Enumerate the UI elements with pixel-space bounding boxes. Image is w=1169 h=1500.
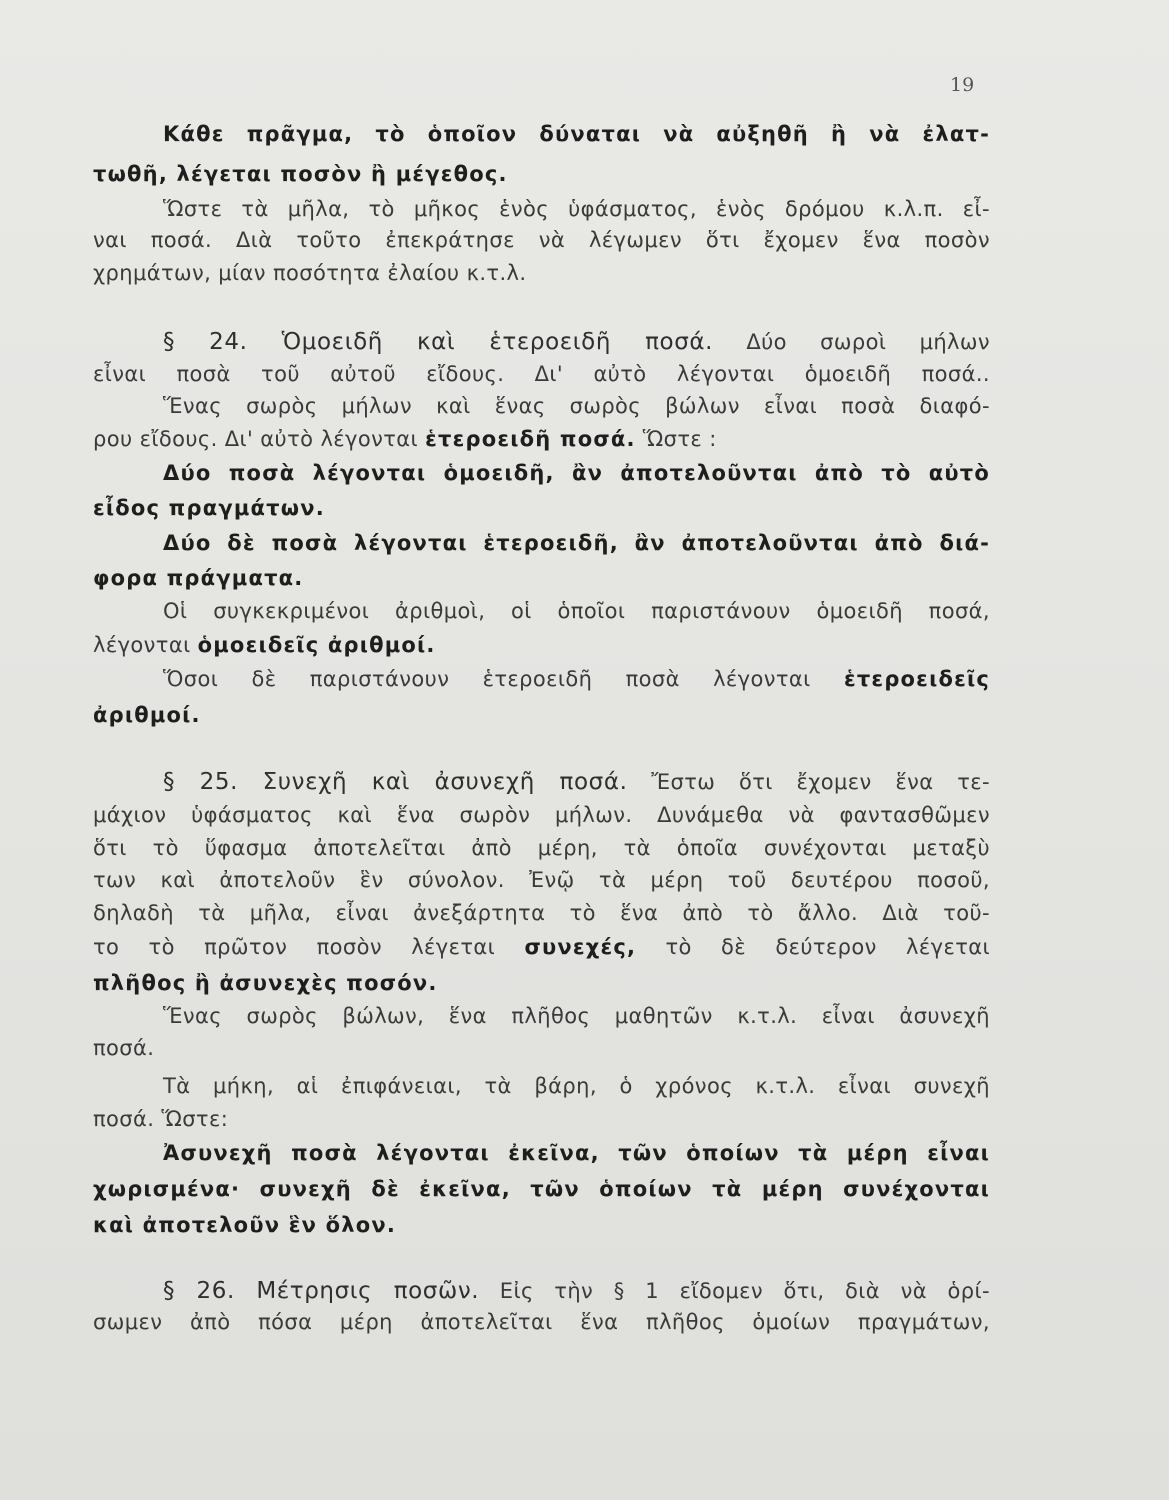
text-line [93, 932, 990, 962]
text-line [93, 1174, 990, 1204]
text-line [163, 596, 990, 626]
text-line [93, 1307, 990, 1337]
text-line [93, 630, 990, 660]
bold-text: Ἀσυνεχῆ ποσὰ λέγονται ἐκεῖνα, τῶν ὁποίων τὰ μέρη εἶναι [163, 1141, 990, 1165]
body-text-span: τὸ δὲ δεύτερον λέγεται [636, 935, 990, 959]
body-text-span: δηλαδὴ τὰ μῆλα, εἶναι ἀνεξάρτητα τὸ ἕνα ἀπὸ τὸ ἄλλο. Διὰ τοῦ- [93, 901, 990, 925]
bold-text: Κάθε πρᾶγμα, τὸ ὁποῖον δύναται νὰ αὐξηθῆ ἢ νὰ ἐλατ- [163, 122, 990, 146]
text-line [93, 1033, 990, 1063]
bold-text: τωθῆ, λέγεται ποσὸν ἢ μέγεθος. [93, 162, 508, 186]
page-number: 19 [950, 74, 975, 96]
bold-text: ἀριθμοί. [93, 703, 201, 727]
body-text-span: ποσά. Ὥστε: [93, 1107, 229, 1131]
text-line [163, 391, 990, 421]
body-text-span: Ὅσοι δὲ παριστάνουν ἑτεροειδῆ ποσὰ λέγονται [163, 667, 844, 691]
body-text-span: ναι ποσά. Διὰ τοῦτο ἐπεκράτησε νὰ λέγωμεν ὅτι ἔχομεν ἕνα ποσὸν [93, 228, 990, 252]
bold-text: πλῆθος ἢ ἀσυνεχὲς ποσόν. [93, 971, 438, 995]
text-line [163, 528, 990, 558]
bold-text: Δύο δὲ ποσὰ λέγονται ἑτεροειδῆ, ἂν ἀποτελοῦνται ἀπὸ διά- [163, 531, 990, 555]
text-line [163, 1138, 990, 1168]
body-text-span: Ἔστω ὅτι ἔχομεν ἕνα τε- [627, 770, 990, 794]
body-text-span: Οἱ συγκεκριμένοι ἀριθμοὶ, οἱ ὁποῖοι παριστάνουν ὁμοειδῆ ποσά, [163, 599, 990, 623]
body-text-span: μάχιον ὑφάσματος καὶ ἕνα σωρὸν μήλων. Δυνάμεθα νὰ φαντασθῶμεν [93, 803, 990, 827]
section-heading: § 26. Μέτρησις ποσῶν. [163, 1278, 480, 1304]
bold-text: φορα πράγματα. [93, 566, 304, 590]
text-line [93, 359, 990, 389]
body-text-span: των καὶ ἀποτελοῦν ἓν σύνολον. Ἐνῷ τὰ μέρη τοῦ δευτέρου ποσοῦ, [93, 868, 990, 892]
body-text-span: το τὸ πρῶτον ποσὸν λέγεται [93, 935, 525, 959]
text-line [93, 563, 990, 593]
section-heading: § 24. Ὁμοειδῆ καὶ ἑτεροειδῆ ποσά. [163, 329, 714, 355]
body-text-span: ποσά. [93, 1036, 155, 1060]
body-text-span: εἶναι ποσὰ τοῦ αὐτοῦ εἴδους. Δι' αὐτὸ λέγονται ὁμοειδῆ ποσά.. [93, 362, 990, 386]
text-line [93, 700, 990, 730]
text-line [163, 767, 990, 797]
bold-text: εἶδος πραγμάτων. [93, 496, 325, 520]
text-line [93, 159, 990, 189]
body-text-span: λέγονται [93, 633, 198, 657]
body-text-span: Ἕνας σωρὸς μήλων καὶ ἕνας σωρὸς βώλων εἶναι ποσὰ διαφό- [163, 394, 990, 418]
text-line [163, 119, 990, 149]
bold-text: ἑτεροειδῆ ποσά. [425, 427, 636, 451]
body-text-span: Εἰς τὴν § 1 εἴδομεν ὅτι, διὰ νὰ ὁρί- [479, 1279, 990, 1303]
text-line [163, 1276, 990, 1306]
bold-text: Δύο ποσὰ λέγονται ὁμοειδῆ, ἂν ἀποτελοῦνται ἀπὸ τὸ αὐτὸ [163, 461, 990, 485]
text-line [93, 225, 990, 255]
body-text-span: Ὥστε : [635, 427, 717, 451]
body-text-span: ρου εἴδους. Δι' αὐτὸ λέγονται [93, 427, 426, 451]
body-text-span: Δύο σωροὶ μήλων [713, 330, 990, 354]
text-line [163, 1001, 990, 1031]
bold-text: χωρισμένα· συνεχῆ δὲ ἐκεῖνα, τῶν ὁποίων τὰ μέρη συνέχονται [93, 1177, 990, 1201]
body-text-span: χρημάτων, μίαν ποσότητα ἐλαίου κ.τ.λ. [93, 261, 527, 285]
body-text-span: Ὥστε τὰ μῆλα, τὸ μῆκος ἑνὸς ὑφάσματος, ἑνὸς δρόμου κ.λ.π. εἶ- [163, 197, 990, 221]
section-heading: § 25. Συνεχῆ καὶ ἀσυνεχῆ ποσά. [163, 769, 628, 795]
text-line [93, 493, 990, 523]
text-line [163, 194, 990, 224]
text-line [163, 664, 990, 694]
bold-text: ὁμοειδεῖς ἀριθμοί. [197, 633, 436, 657]
text-line [93, 898, 990, 928]
text-line [93, 1104, 990, 1134]
text-line [93, 258, 990, 288]
bold-text: καὶ ἀποτελοῦν ἓν ὅλον. [93, 1213, 397, 1237]
bold-text: ἑτεροειδεῖς [843, 667, 990, 691]
text-line [93, 968, 990, 998]
text-line [93, 800, 990, 830]
text-line [93, 424, 990, 454]
body-text-span: Τὰ μήκη, αἱ ἐπιφάνειαι, τὰ βάρη, ὁ χρόνος κ.τ.λ. εἶναι συνεχῆ [163, 1074, 990, 1098]
text-line [93, 1210, 990, 1240]
text-line [163, 1071, 990, 1101]
text-line [93, 833, 990, 863]
body-text-span: Ἕνας σωρὸς βώλων, ἕνα πλῆθος μαθητῶν κ.τ.λ. εἶναι ἀσυνεχῆ [163, 1004, 990, 1028]
text-line [163, 458, 990, 488]
body-text-span: σωμεν ἀπὸ πόσα μέρη ἀποτελεῖται ἕνα πλῆθος ὁμοίων πραγμάτων, [93, 1310, 990, 1334]
body-text-span: ὅτι τὸ ὕφασμα ἀποτελεῖται ἀπὸ μέρη, τὰ ὁποῖα συνέχονται μεταξὺ [93, 836, 990, 860]
text-line [163, 327, 990, 357]
text-line [93, 865, 990, 895]
bold-text: συνεχές, [524, 935, 637, 959]
